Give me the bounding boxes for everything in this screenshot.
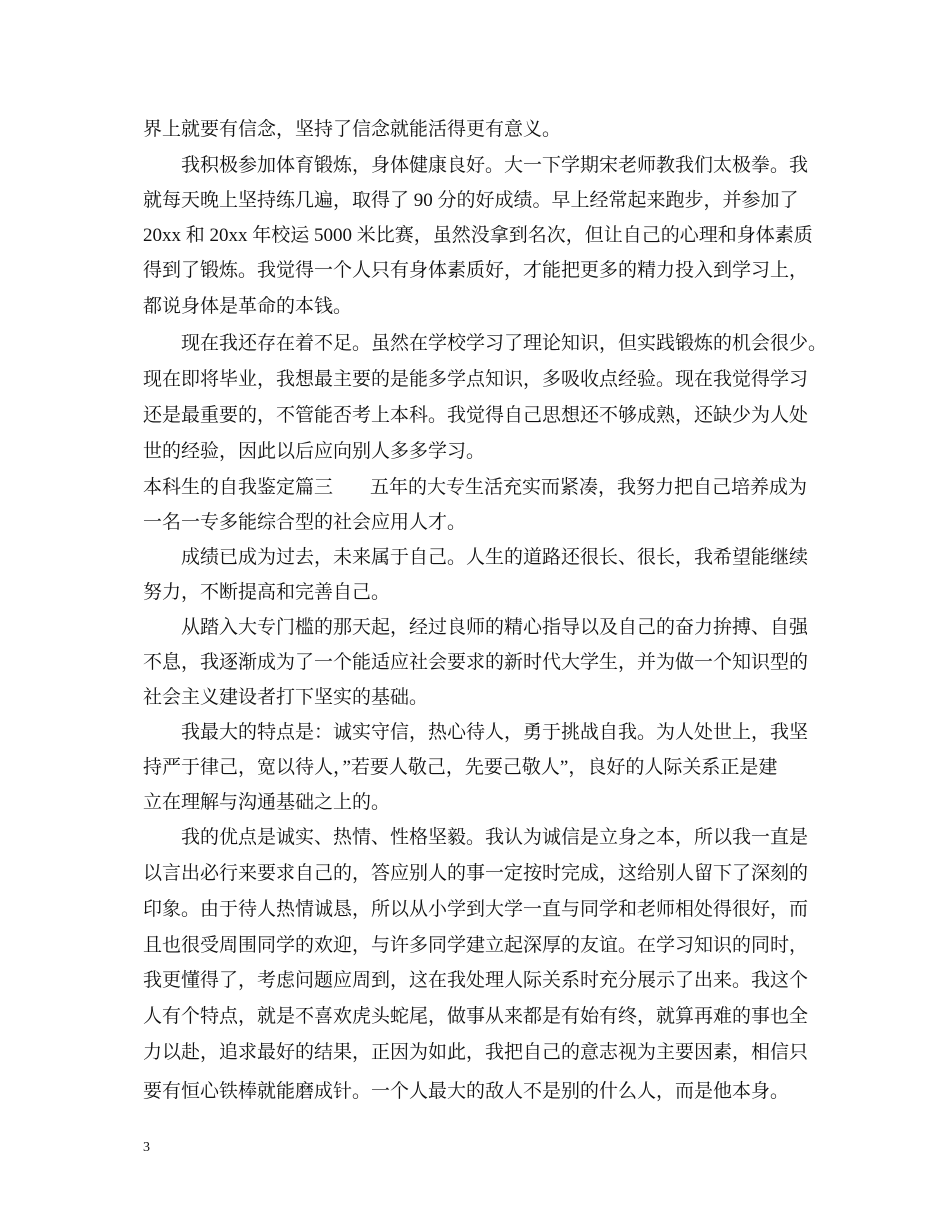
page-number: 3 (143, 1140, 150, 1155)
section-heading: 本科生的自我鉴定篇三 (143, 477, 334, 498)
paragraph-line: 都说身体是革命的本钱。 (143, 296, 353, 317)
paragraph-line: 成绩已成为过去，未来属于自己。人生的道路还很长、很长，我希望能继续 (181, 547, 809, 568)
paragraph-line: 持严于律己，宽以待人，”若要人敬己，先要己敬人”，良好的人际关系正是建 (143, 757, 778, 778)
paragraph-line: 20xx 和 20xx 年校运 5000 米比赛，虽然没拿到名次，但让自己的心理和身体素质 (143, 225, 813, 246)
paragraph-line: 一名一专多能综合型的社会应用人才。 (143, 512, 467, 533)
paragraph-line: 力以赴，追求最好的结果，正因为如此，我把自己的意志视为主要因素，相信只 (143, 1042, 809, 1063)
paragraph-line: 我的优点是诚实、热情、性格坚毅。我认为诚信是立身之本，所以我一直是 (181, 827, 809, 848)
paragraph-line: 还是最重要的，不管能否考上本科。我觉得自己思想还不够成熟，还缺少为人处 (143, 405, 809, 426)
paragraph-line: 以言出必行来要求自己的，答应别人的事一定按时完成，这给别人留下了深刻的 (143, 863, 809, 884)
paragraph-line: 我积极参加体育锻炼，身体健康良好。大一下学期宋老师教我们太极拳。我 (181, 155, 809, 176)
paragraph-line: 且也很受周围同学的欢迎，与许多同学建立起深厚的友谊。在学习知识的同时， (143, 935, 809, 956)
paragraph-line: 社会主义建设者打下坚实的基础。 (143, 687, 429, 708)
paragraph-line: 世的经验，因此以后应向别人多多学习。 (143, 441, 486, 462)
paragraph-line: 我更懂得了，考虑问题应周到，这在我处理人际关系时充分展示了出来。我这个 (143, 970, 809, 991)
paragraph-line: 现在我还存在着不足。虽然在学校学习了理论知识，但实践锻炼的机会很少。 (181, 333, 828, 354)
paragraph-line: 界上就要有信念，坚持了信念就能活得更有意义。 (143, 119, 562, 140)
paragraph-line: 我最大的特点是：诚实守信，热心待人，勇于挑战自我。为人处世上，我坚 (181, 722, 809, 743)
paragraph-line: 人有个特点，就是不喜欢虎头蛇尾，做事从来都是有始有终，就算再难的事也全 (143, 1006, 809, 1027)
paragraph-line: 现在即将毕业，我想最主要的是能多学点知识，多吸收点经验。现在我觉得学习 (143, 369, 809, 390)
paragraph-line: 努力，不断提高和完善自己。 (143, 582, 391, 603)
paragraph-line: 要有恒心铁棒就能磨成针。一个人最大的敌人不是别的什么人，而是他本身。 (143, 1081, 790, 1102)
paragraph-line: 印象。由于待人热情诚恳，所以从小学到大学一直与同学和老师相处得很好，而 (143, 899, 809, 920)
paragraph-line: 五年的大专生活充实而紧凑，我努力把自己培养成为 (370, 477, 808, 498)
paragraph-line: 从踏入大专门槛的那天起，经过良师的精心指导以及自己的奋力拚搏、自强 (181, 617, 809, 638)
paragraph-line: 不息，我逐渐成为了一个能适应社会要求的新时代大学生，并为做一个知识型的 (143, 652, 809, 673)
paragraph-line: 立在理解与沟通基础之上的。 (143, 792, 391, 813)
paragraph-line: 得到了锻炼。我觉得一个人只有身体素质好，才能把更多的精力投入到学习上， (143, 260, 809, 281)
paragraph-line: 就每天晚上坚持练几遍，取得了 90 分的好成绩。早上经常起来跑步，并参加了 (143, 190, 799, 211)
